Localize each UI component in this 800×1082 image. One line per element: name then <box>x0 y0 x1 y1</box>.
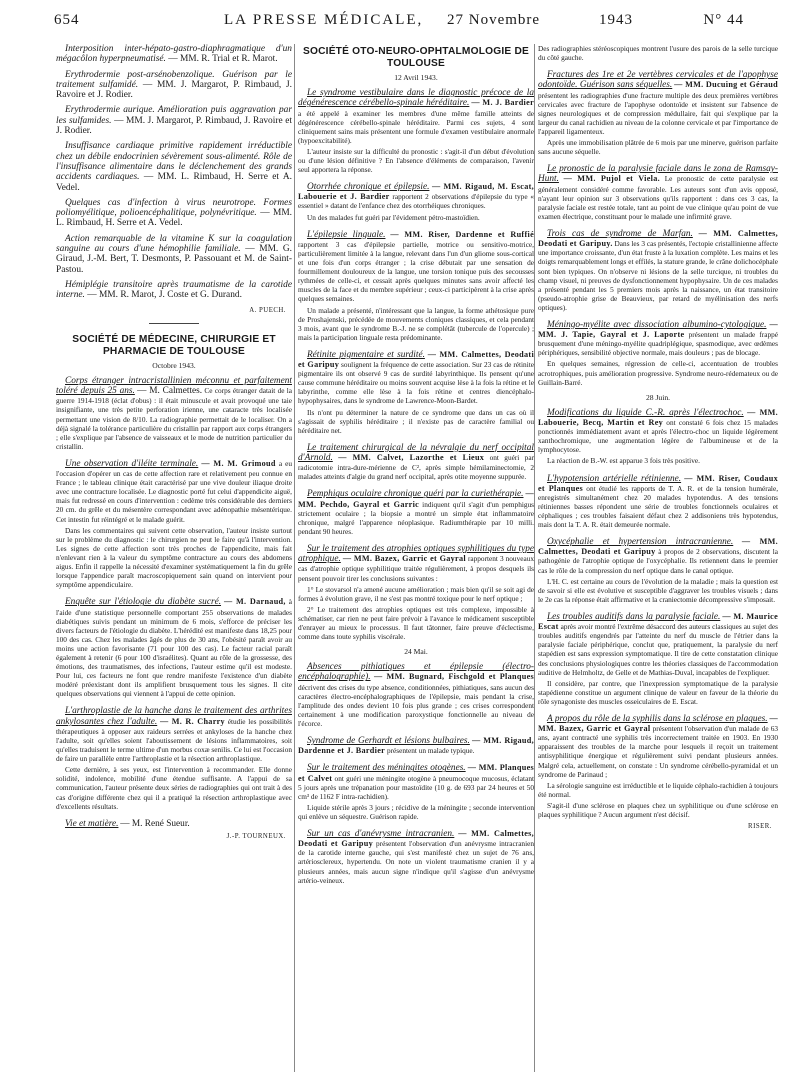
article-paragraph: Cette dernière, à ses yeux, est l'intervention à recommander. Elle donne solidité, indolence, mobilité d'une étendue suffisante. A l'appui de sa communication, l'auteur présente deux séries de radiographies qui ont trait à des cas d'origine différente chez qui il a pratiqué la résection arthroplastique avec d'excellents résultats. <box>56 765 292 811</box>
article-title: Sur un cas d'anévrysme intracranien. <box>307 829 455 840</box>
article-paragraph: Un malade a présenté, n'intéressant que la langue, la forme athétosique pure de Proshajenski, précédée de mouvements cloniques classiques, et cela pendant 3 mois, avant que le syndrome B.-J. ne se complétât (tubercule de l'opercule) ; mais la participation linguale resta prédominante. <box>298 305 534 342</box>
article-title: Le traitement chirurgical de la névralgie du nerf occipital d'Arnold. <box>298 442 534 464</box>
signature: J.-P. TOURNEUX. <box>226 833 286 841</box>
article-body: Le pronostic de cette paralysie est généralement considéré comme favorable. Les auteurs sont d'un avis opposé, n'ayant leur opinion sur 3 observations qu'ils rapportent : dans ces 3 cas, la paralysie faciale est restée totale, tant au point de vue clinique qu'au point de vue examen électrique, constituant pour le malade une infirmité grave. <box>538 174 778 221</box>
session-date: 12 Avril 1943. <box>394 73 438 82</box>
article-title: Pemphigus oculaire chronique guéri par la curiethérapie. <box>307 489 524 500</box>
session-date: 28 Juin. <box>645 392 671 402</box>
article-authors: — MM. Labouerie, Becq, Martin et Rey <box>538 407 778 428</box>
article-authors: — MM. Riser, Coudaux et Planques <box>538 473 778 493</box>
article-body: rapportent 3 nouveaux cas d'atrophie optique syphilitique traitée régulièrement, à propos desquels ils pensent pouvoir tirer les conclusions suivantes : <box>298 554 534 583</box>
article-paragraph: 2° Le traitement des atrophies optiques est très complexe, impossible à schématiser, car rien ne peut faire prévoir à l'avance le médicament susceptible d'enrayer au mieux le processus. Il faut tâtonner, faire preuve d'éclectisme, comme dans toute syphilis viscérale. <box>298 604 534 642</box>
article <box>298 489 534 536</box>
communication-item <box>56 141 292 192</box>
article <box>56 459 292 524</box>
society-heading: SOCIÉTÉ DE MÉDECINE, CHIRURGIE ET PHARMACIE DE TOULOUSE <box>72 333 276 357</box>
article-title: Trois cas de syndrome de Marfan. <box>547 229 693 240</box>
communication-authors: — MM. J. Margarot, P. Rimbaud, J. Ravoire et J. Rodier. <box>56 115 292 137</box>
article-paragraph: L'H. C. est certaine au cours de l'évolution de la maladie ; mais la question est de savoir si elle est évolutive et susceptible d'aggraver les troubles visuels ; dans le 2e cas la réponse était affirmative et la craniectomie décompressive s'imposait. <box>538 576 778 604</box>
communication-authors: — MM. G. Giraud, J.-M. Bert, T. Desmonts, P. Passouant et M. de Saint-Pastou. <box>56 244 292 275</box>
article-paragraph: Liquide stérile après 3 jours ; récidive de la méningite ; seconde intervention qui enlève un séquestre. Guérison rapide. <box>298 802 534 821</box>
article-title: Méningo-myélite avec dissociation albumino-cytologique. <box>547 319 767 330</box>
article-authors: — MM. Planques et Calvet <box>298 763 534 783</box>
article-paragraph: Après une immobilisation plâtrée de 6 mois par une minerve, guérison parfaite sans aucune séquelle. <box>538 138 778 157</box>
communication-title: Quelques cas d'infection à virus neurotrope. Formes poliomyélitique, polioencéphalitique, polynévritique. <box>56 197 292 219</box>
article-body: indiquent qu'il s'agit d'un pemphigus strictement oculaire ; la biopsie a montré un simple état inflammatoire chronique, malgré l'apparence néoplasique. Radiumthérapie par 10 milli. pendant 90 heures. <box>298 499 534 536</box>
communication-item <box>56 198 292 229</box>
article <box>298 230 534 304</box>
communication-title: Erythrodermie aurique. Amélioration puis aggravation par les sulfamides. <box>56 105 292 126</box>
communication-authors: — MM. R. Marot, J. Coste et G. Durand. <box>87 290 242 301</box>
article-authors: — MM. Bazex, Garric et Gayral <box>538 714 778 734</box>
article-paragraph: La réaction de B.-W. est apparue 3 fois très positive. <box>547 456 700 466</box>
article-authors: — MM. Pujol et Viela. <box>563 174 660 184</box>
article-title: Vie et matière. <box>65 818 119 829</box>
communication-item <box>56 234 292 275</box>
article <box>538 714 778 779</box>
article-title: Les troubles auditifs dans la paralysie faciale. <box>547 611 721 622</box>
article-body: Dans les 3 cas présentés, l'ectopie cristallinienne affecte une importance croissante, d'un état fruste à la luxation complète. Les mains et les doigts remarquablement longs et effilés, la stature grande, le crâne dolichocéphale sont bien typiques. On n'observe ni lésions de la selle turcique, ni troubles du champ visuel, ni preuves de dysfonctionnement hypophysaire. Un de ces malades a présenté pendant les 5 premiers mois après la naissance, un état transitoire (pseudo-atrophie grise de Beauvieux, par retard de myélinisation des nerfs optiques). <box>538 239 778 312</box>
article-authors: — MM. Calmettes, Deodati et Garipuy <box>298 349 534 370</box>
society-heading: SOCIÉTÉ OTO-NEURO-OPHTALMOLOGIE DE TOULOUSE <box>302 46 530 69</box>
article-body: Ce corps étranger datait de la guerre 1914-1918 (éclat d'obus) : il était minuscule et avait provoqué une taie insignifiante, une très petite perforation irienne, une cataracte très localisée permettant une vision de 8/10. La radiographie permettait de le localiser. On a déjà signalé la tolérance particulière du cristallin par rapport aux corps étrangers ; elle s'explique par l'absence de vaisseaux et le mode de nutrition particulier du cristallin. <box>56 385 292 451</box>
article-paragraph: 1° Le stovarsol n'a amené aucune amélioration ; mais bien qu'il se soit agi de formes à évolution grave, il ne s'est pas montré toxique pour le nerf optique ; <box>298 584 534 603</box>
article-authors: — M. Darnaud, <box>224 597 286 607</box>
article-authors: — MM. Riser, Dardenne et Ruffié <box>390 229 534 239</box>
article-body: ont étudié les rapports de T. A. R. et de la tension humérale, enregistrés simultanément chez 20 malades hypotendus. A des tensions rétiniennes basses répondent une série de troubles fonctionnels oculaires et céphaliques ; ces troubles faisaient défaut chez 2 addisoniens très hypotendus, mais dont la T. A. R. était demeurée normale. <box>538 483 778 530</box>
communication-title: Insuffisance cardiaque primitive rapidement irréductible chez un débile endocrinien sévèrement sous-alimenté. Rôle de l'insuffisance alimentaire dans le déclenchement des grands accidents cardiaques. <box>56 141 292 183</box>
article-authors: — MM. Rigaud, M. Escat, Labouerie et J. Bardier <box>298 182 534 202</box>
article-authors: — MM. Rigaud, Dardenne et J. Bardier <box>298 736 534 756</box>
page-number: 654 <box>54 12 80 28</box>
article-authors: — MM. Pechdo, Gayral et Garric <box>298 489 534 509</box>
article <box>298 763 534 800</box>
article <box>538 537 778 574</box>
article-title: A propos du rôle de la syphilis dans la sclérose en plaques. <box>547 714 768 724</box>
article-title: Le syndrome vestibulaire dans le diagnostic précoce de la dégénérescence cérébello-spinale héréditaire. <box>298 88 534 109</box>
signature: A. PUECH. <box>249 306 286 314</box>
article-authors: — MM. Calmettes, Deodati et Garipuy <box>538 537 778 557</box>
article <box>56 597 292 698</box>
communication-authors: — MM. L. Rimbaud, H. Serre et A. Vedel. <box>56 172 292 193</box>
article-title: Corps étranger intracristallinien méconnu et parfaitement toléré depuis 25 ans. <box>56 375 292 396</box>
article-title: Rétinite pigmentaire et surdité. <box>307 349 425 360</box>
article-authors: — M. J. Bardier <box>471 98 534 108</box>
article-title: L'épilepsie linguale. <box>307 229 386 240</box>
article-body: a eu l'occasion d'opérer un cas de cette affection rare et relativement peu connue en France ; le tableau clinique était caractérisé par une vive douleur iliaque droite avec une contracture localisée. Le diagnostic porté fut celui d'appendicite aiguë, mais fut redressé en cours d'intervention : cedème très considérable des derniers 20 cm. du grêle et du mésentère correspondant avec adénopathie mésentérique. Cet intestin fut réintégré et le malade guérit. <box>56 458 292 524</box>
article-title: Fractures des 1re et 2e vertèbres cervicales et de l'apophyse odontoïde. Guérison sans séquelles. <box>538 70 778 91</box>
article <box>538 408 778 455</box>
article-title: Une observation d'iléite terminale. <box>65 458 199 469</box>
article-body: rapportent 3 cas d'épilepsie partielle, motrice ou sensitivo-motrice, particulièrement limitée à la langue, relevant dans l'un d'un gliome sous-cortical et une fois d'un corps étranger ; la crise débutait par une sensation de fourmillement douloureux de la langue, une torsion tonique puis des secousses rythmées de celle-ci, et cessait après quelques minutes sans avoir affecté les muscles de la face et du membre supérieur ; ceux-ci participèrent à la crise après quelques semaines. <box>298 239 534 304</box>
communication-title: Interposition inter-hépato-gastro-diaphragmatique d'un mégacôlon hyperpneumatisé. <box>56 44 292 65</box>
session-date: 24 Mai. <box>404 647 428 657</box>
issue-year: 1943 <box>599 12 633 28</box>
article <box>538 70 778 136</box>
article <box>298 736 534 755</box>
communication-item <box>56 280 292 301</box>
communication-authors: — MM. J. Margarot, P. Rimbaud, J. Ravoire et J. Rodier. <box>56 79 292 101</box>
signature: RISER. <box>748 823 772 831</box>
article-authors: — M. Maurice Escat <box>538 611 778 632</box>
article-title: L'hypotension artérielle rétinienne. <box>547 473 682 484</box>
article-paragraph: En quelques semaines, régression de celle-ci, accentuation de troubles acrotrophiques, puis amélioration progressive. Syndrome neuro-rédemateux ou de Guillain-Barré. <box>538 359 778 387</box>
article-body: à l'aide d'une statistique personnelle comportant 255 observations de malades diabétiques suivis pendant un minimum de 6 mois, s'efforce de préciser les divers facteurs de l'étiologie du diabète. L'hérédité est manifeste dans 18,25 pour 100 des cas. Chez les malades âgés de plus de 30 ans, l'obésité paraît avoir au moins une action favorisante (71 pour 100 des cas). Le facteur racial paraît également à retenir (6 pour 100 d'israélites). Quant au rôle de la grossesse, des émotions, des traumatismes, des infections, l'auteur estime qu'il est modeste. Pour lui, ces facteurs ne font que rendre manifeste l'existence d'un diabète modéré préexistant dont ils amplifient brusquement tous les signes. Il cite quelques observations qui viennent à l'appui de cette opinion. <box>56 597 292 699</box>
article-authors: — MM. Calmettes, Deodati et Garipuy <box>298 829 534 849</box>
article-title: Le pronostic de la paralysie faciale dans le zona de Ramsay-Hunt. <box>538 164 778 185</box>
communication-item <box>56 44 292 65</box>
article <box>538 164 778 221</box>
communication-authors: — MM. R. Trial et R. Marot. <box>168 54 278 65</box>
article-paragraph: Un des malades fut guéri par l'évidement pétro-mastoïdien. <box>307 212 480 222</box>
article-authors: — M. R. Charry <box>159 716 225 726</box>
article <box>56 376 292 451</box>
communication-list <box>56 44 292 301</box>
session-date: Octobre 1943. <box>152 360 196 370</box>
article-authors: — M. René Sueur. <box>120 818 190 829</box>
communication-title: Action remarquable de la vitamine K sur la coagulation sanguine au cours d'une hémophilie familiale. <box>56 233 292 255</box>
article-body: présentent l'observation d'un anévrysme intracranien de la carotide interne gauche, qui s'est manifesté chez un sujet de 76 ans, artériosclereux, hypertendu. On note un violent traumatisme cranien il y a plusieurs années, mais aucun signe n'indique qu'il s'agisse d'un anévrysme artério-veineux. <box>298 839 534 885</box>
article-body: présentent l'observation d'un malade de 63 ans, ayant contracté une syphilis très incorrectement traitée en 1903. En 1930 apparaissent des troubles de la marche pour lesquels il reçoit un traitement antisyphilitique énergique et régulièrement suivi pendant plusieurs années. Malgré cela, actuellement, on constate : Un syndrome cérébello-pyramidal et un syndrome de Parinaud ; <box>538 724 778 779</box>
column-divider <box>534 44 535 1072</box>
article-title: Sur le traitement des méningites otogènes. <box>307 763 466 774</box>
article-paragraph: L'auteur insiste sur la difficulté du pronostic : s'agit-il d'un début d'évolution ou d'une lésion définitive ? En l'absence d'éléments de comparaison, l'avenir seul apportera la réponse. <box>298 146 534 175</box>
communication-item <box>56 70 292 101</box>
article-body: ont guéri par radicotomie intra-dure-mérienne de C², après simple hémilaminectomie, 2 malades atteints d'algie du grand nerf occipital, après otite moyenne suppurée. <box>298 453 534 482</box>
article-authors: — MM. Calmettes, Deodati et Garipuy. <box>538 229 778 249</box>
article <box>298 544 534 583</box>
communication-authors: — MM. L. Rimbaud, H. Serre et A. Vedel. <box>56 208 292 229</box>
article <box>298 662 534 728</box>
communication-title: Erythrodermie post-arsénobenzolique. Guérison par le traitement sulfamidé. <box>56 69 292 90</box>
article-title: Modifications du liquide C.-R. après l'électrochoc. <box>547 407 744 418</box>
article <box>298 88 534 145</box>
column-3 <box>538 44 778 1074</box>
article <box>56 819 292 829</box>
article-paragraph: La sérologie sanguine est irréductible et le liquide céphalo-rachidien à toujours été normal. <box>538 780 778 799</box>
column-1 <box>56 44 292 1074</box>
section-divider <box>149 323 199 324</box>
communication-item <box>56 105 292 136</box>
article-authors: — M. Calmettes. <box>137 385 203 396</box>
journal-title: LA PRESSE MÉDICALE, <box>224 12 424 28</box>
article-body: soulignent la fréquence de cette association. Sur 23 cas de rétinite pigmentaire ils ont observé 9 cas de surdité labyrinthique. Ils pensent qu'une cause commune héréditaire ou moins souvent acquise lèse à la fois la rétine et le labyrinthe, comme elle lèse à la fois rétine et centres diencéphalo-hypophysaires, dans le syndrome de Lawrence-Moon-Bardet. <box>298 360 534 406</box>
article <box>298 443 534 482</box>
article-authors: — MM. Ducuing et Géraud <box>674 80 778 90</box>
article-body: présentent un malade frappé brusquement d'une méningo-myélite quadriplégique, spasmodique, avec œdèmes périphériques, sensibilité objective normale, mais douleurs ; pas de blocage. <box>538 330 778 358</box>
article-body: à propos de 2 observations, discutent la pathogénie de l'atrophie optique de l'oxycéphalie. Ils retiennent dans le premier cas le rôle de la compression du nerf optique dans le canal optique. <box>538 547 778 575</box>
article <box>538 474 778 530</box>
article <box>298 182 534 210</box>
article-authors: — M. M. Grimoud <box>201 458 276 468</box>
article-body: décrivent des crises du type absence, conditionnées, pithiatiques, sans aucun des caractères électro-encéphalographiques de l'épilepsie, mais pendant la crise, l'amplitude des ondes devient 10 fois plus grande ; ces crises correspondent certainement à une modification paroxystique fonctionnelle au niveau de l'écorce. <box>298 682 534 729</box>
article-body: présentent un malade typique. <box>386 746 475 756</box>
article-paragraph: Dans les commentaires qui suivent cette observation, l'auteur insiste surtout sur le problème du diagnostic : le chirurgien ne peut le faire qu'à l'intervention. Les signes de cette affection sont très proches de l'appendicite, mais fait n'enlevant rien à la valeur du symptôme contracture au cours des abdomens aigus. Enfin il rappelle la nécessité d'examiner systématiquement la fin du grêle lorsque l'appendice paraît macroscopiquement sain quand on intervient pour symptôme appendiculaire. <box>56 525 292 590</box>
article <box>538 612 778 677</box>
article-authors: — MM. Bazex, Garric et Gayral <box>342 554 466 564</box>
article-title: Sur le traitement des atrophies optiques syphilitiques du type atrophique. <box>298 544 534 565</box>
article-authors: — MM. Bugnard, Fischgold et Planques <box>374 672 534 682</box>
article-body: présentent les radiographies d'une fracture multiple des deux premières vertèbres cervicales avec fracture de l'apophyse odontoïde et insistent sur l'absence de signes neurologiques et de compression médullaire, fait qui s'explique par la largeur du canal rachidien au niveau de la colonne cervicale et par l'importance de l'appareil ligamenteux. <box>538 90 778 136</box>
article-paragraph: Ils n'ont pu déterminer la nature de ce syndrome que dans un cas où il s'agissait de syphilis héréditaire ; il n'existe pas de caractère familial ou héréditaire net. <box>298 407 534 435</box>
article <box>538 320 778 357</box>
column-divider <box>294 44 295 1072</box>
article-paragraph: S'agit-il d'une sclérose en plaques chez un syphilitique ou d'une sclérose en plaques syphilitique ? Aucun argument n'est décisif. <box>538 800 778 820</box>
article-body: ont constaté 6 fois chez 15 malades ponctionnés immédiatement avant et après l'électro-choc un liquide légèrement xanthochromique, une augmentation légère de l'albumineuse et de la lymphocytose. <box>538 418 778 455</box>
article-body: ont guéri une méningite otogène à pneumocoque mucosus, éclatant 5 jours après une trépanation pour mastoïdite (10 g. de 693 par 24 heures et 50 cm³ de 1162 F intra-rachidien). <box>298 773 534 801</box>
article-body: a été appelé à examiner les membres d'une même famille atteints de dégénérescence cérébello-spinale héréditaire. Parmi ces sujets, 4 sont cliniquement sains mais présentent une formule d'examen vestibulaire anormale (hypoexcitabilité). <box>298 108 534 145</box>
article-paragraph: Des radiographies stéréoscopiques montrent l'usure des parois de la selle turcique du côté gauche. <box>538 44 778 63</box>
article <box>298 829 534 885</box>
issue-number: N° 44 <box>703 12 744 28</box>
article-body: après avoir montré l'extrême désaccord des auteurs classiques au sujet des troubles auditifs engendrés par l'atteinte du nerf du muscle de l'étrier dans la paralysie faciale périphérique, conclut que, pratiquement, la paralysie du nerf stapédien est sans expression symptomatique. Il tire de cette constatation clinique des conclusions physiologiques contre les théories classiques de l'accommodation auditive de Helmholtz, de Gelle et de Mathias-Duval, incapables de l'expliquer. <box>538 622 778 677</box>
article-title: Absences pithiatiques et épilepsie (électro-encéphalographie). <box>298 662 534 683</box>
article <box>538 229 778 312</box>
article-body: étudie les possibilités thérapeutiques à opposer aux raideurs serrées et ankyloses de la hanche chez l'adulte, soit qu'elles soient l'aboutissement de lésions inflammatoires, soit qu'elles traduisent le terme ultime d'un morbus coxæ senilis. Ce lui est l'occasion de faire un parallèle entre l'arthroplastie et la résection arthroplastique. <box>56 716 292 764</box>
article-body: rapportent 2 observations d'épilepsie du type « essentiel » datant de l'enfance chez des otorrhéiques chroniques. <box>298 192 534 211</box>
column-2 <box>298 44 534 1074</box>
article <box>56 706 292 763</box>
article-title: Enquête sur l'étiologie du diabète sucré. <box>65 597 222 608</box>
article-paragraph: Il considère, par contre, que l'inexpression symptomatique de la paralysie stapédienne constitue un argument clinique de valeur en faveur de la théorie du rôle synagoniste des muscles osseiculaires de E. Escat. <box>538 678 778 706</box>
issue-date: 27 Novembre <box>447 12 541 28</box>
communication-title: Hémiplégie transitoire après traumatisme de la carotide interne. <box>56 279 292 301</box>
article-title: L'arthroplastie de la hanche dans le traitement des arthrites ankylosantes chez l'adulte. <box>56 706 292 727</box>
article <box>298 350 534 406</box>
article-authors: — MM. Calvet, Lazorthe et Lieux <box>338 453 485 463</box>
article-authors: — MM. J. Tapie, Gayral et J. Laporte <box>538 319 778 340</box>
article-title: Oxycéphalie et hypertension intracranienne. <box>547 537 734 548</box>
article-title: Otorrhée chronique et épilepsie. <box>307 182 430 193</box>
page-header <box>54 12 744 32</box>
article-title: Syndrome de Gerhardt et lésions bulbaires. <box>307 736 470 747</box>
